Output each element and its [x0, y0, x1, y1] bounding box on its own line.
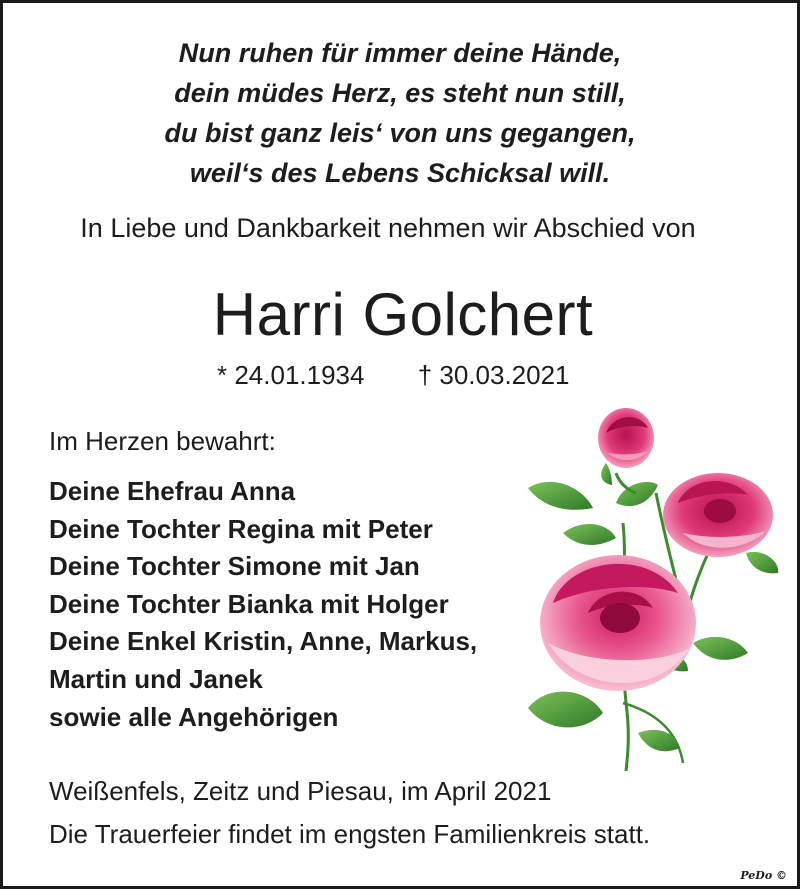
poem-line: dein müdes Herz, es steht nun still, [174, 78, 626, 108]
kept-heading: Im Herzen bewahrt: [49, 426, 276, 456]
deceased-name: Harri Golchert [212, 281, 594, 348]
farewell-intro: In Liebe und Dankbarkeit nehmen wir Abschied von [80, 213, 696, 243]
mourner-line: Martin und Janek [49, 663, 263, 694]
mourner-line: Deine Enkel Kristin, Anne, Markus, [49, 626, 478, 657]
mourner-line: Deine Tochter Simone mit Jan [49, 551, 420, 582]
mourner-line: Deine Tochter Regina mit Peter [49, 513, 433, 544]
death-date: † 30.03.2021 [417, 360, 570, 390]
place-date: Weißenfels, Zeitz und Piesau, im April 2021 [49, 776, 552, 806]
poem-line: Nun ruhen für immer deine Hände, [178, 38, 622, 68]
poem-line: du bist ganz leis‘ von uns gegangen, [164, 118, 636, 148]
mourners-list [49, 473, 477, 736]
mourner-line: Deine Ehefrau Anna [49, 476, 296, 506]
birth-date: * 24.01.1934 [217, 360, 365, 390]
rose-bouquet-icon [508, 403, 793, 773]
poem [3, 33, 797, 193]
poem-line: weil‘s des Lebens Schicksal will. [189, 158, 611, 188]
funeral-note: Die Trauerfeier findet im engsten Familienkreis statt. [49, 819, 651, 849]
mourner-line: sowie alle Angehörigen [49, 701, 339, 732]
life-dates [217, 357, 570, 393]
mourner-line: Deine Tochter Bianka mit Holger [49, 588, 449, 619]
designer-signature: PeDo © [740, 869, 787, 882]
